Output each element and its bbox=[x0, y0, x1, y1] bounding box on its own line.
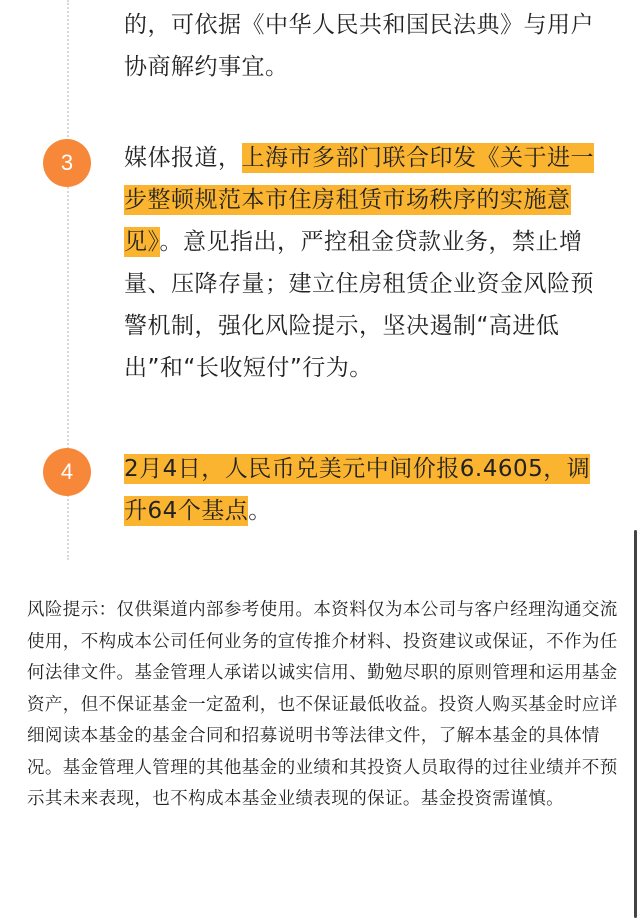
risk-disclaimer bbox=[27, 595, 619, 816]
item-number-badge-3: 3 bbox=[43, 139, 91, 187]
news-item-3-prefix: 媒体报道， bbox=[124, 145, 242, 171]
news-item-3-highlight: 上海市多部门联合印发《关于进一步整顿规范本市住房租赁市场秩序的实施意见》 bbox=[124, 145, 594, 255]
news-item-4-rest: 。 bbox=[248, 498, 272, 524]
news-item-3 bbox=[124, 137, 614, 389]
news-item-4-highlight: 2月4日，人民币兑美元中间价报6.4605，调升64个基点 bbox=[124, 456, 591, 524]
news-item-3-rest: 。意见指出，严控租金贷款业务，禁止增量、压降存量；建立住房租赁企业资金风险预警机制，强化风险提示，坚决遏制“高进低出”和“长收短付”行为。 bbox=[124, 229, 594, 381]
news-item-4 bbox=[124, 448, 604, 532]
scrollbar[interactable] bbox=[634, 530, 637, 918]
news-item-previous-text: 的，可依据《中华人民共和国民法典》与用户协商解约事宜。 bbox=[124, 12, 594, 80]
risk-disclaimer-text: 风险提示：仅供渠道内部参考使用。本资料仅为本公司与客户经理沟通交流使用，不构成本公司任何业务的宣传推介材料、投资建议或保证，不作为任何法律文件。基金管理人承诺以诚实信用、勤勉尽职的原则管理和运用基金资产，但不保证基金一定盈利，也不保证最低收益。投资人购买基金时应详细阅读本基金的基金合同和招募说明书等法律文件，了解本基金的具体情况。基金管理人管理的其他基金的业绩和其投资人员取得的过往业绩并不预示其未来表现，也不构成本基金业绩表现的保证。基金投资需谨慎。 bbox=[27, 600, 618, 809]
news-item-previous bbox=[124, 4, 614, 88]
item-number-badge-4: 4 bbox=[43, 448, 91, 496]
